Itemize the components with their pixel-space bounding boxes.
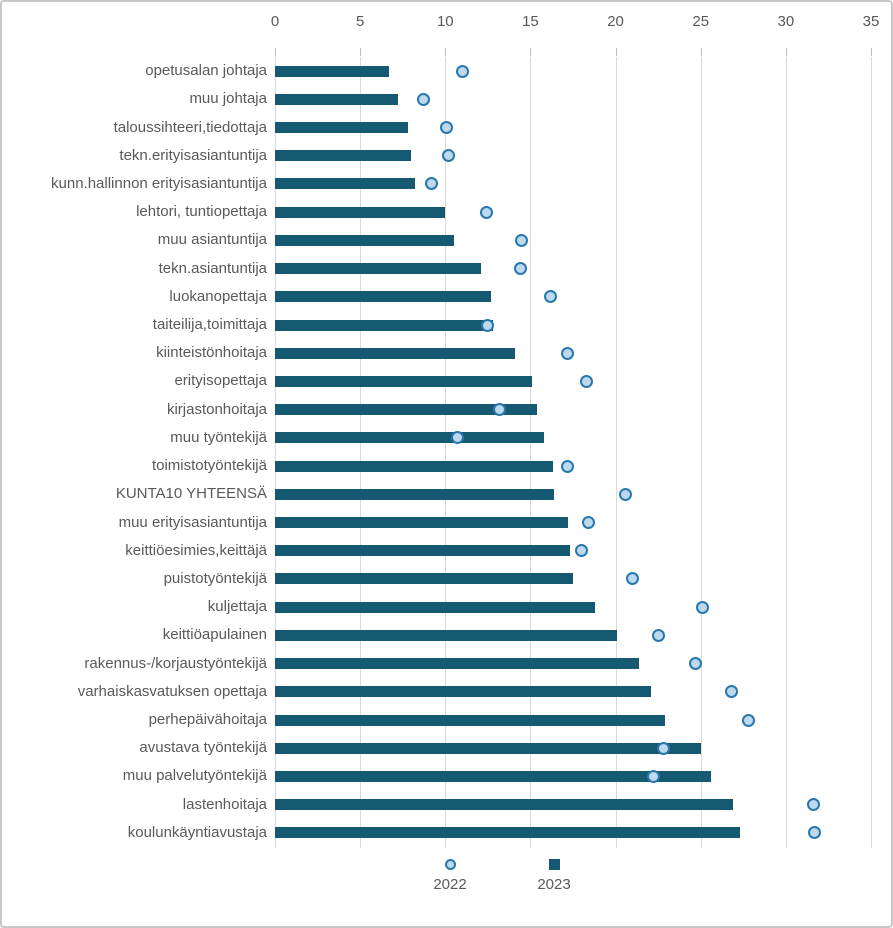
marker-2022 — [440, 121, 453, 134]
category-label: keittiöapulainen — [162, 626, 267, 644]
x-axis-tick-label: 30 — [777, 13, 795, 30]
category-label: keittiöesimies,keittäjä — [125, 541, 267, 559]
marker-2022 — [808, 826, 821, 839]
category-label: muu johtaja — [189, 90, 267, 108]
bar-2023 — [275, 771, 711, 782]
marker-2022 — [561, 460, 574, 473]
bar-2023 — [275, 94, 398, 105]
marker-2022 — [580, 375, 593, 388]
category-label: lehtori, tuntiopettaja — [136, 203, 267, 221]
bar-2023 — [275, 686, 651, 697]
category-label: kunn.hallinnon erityisasiantuntija — [51, 174, 267, 192]
gridline — [701, 57, 702, 848]
category-label: tekn.asiantuntija — [158, 259, 267, 277]
x-axis-tick-label: 10 — [436, 13, 454, 30]
category-label: rakennus-/korjaustyöntekijä — [84, 654, 267, 672]
bar-2023 — [275, 320, 493, 331]
x-axis-tick-mark — [445, 48, 446, 56]
x-axis-tick-mark — [871, 48, 872, 56]
x-axis-tick-label: 0 — [270, 13, 280, 30]
bar-2023 — [275, 827, 740, 838]
marker-2022 — [442, 149, 455, 162]
x-axis-tick-mark — [786, 48, 787, 56]
marker-2022 — [575, 544, 588, 557]
bar-2023 — [275, 122, 408, 133]
bar-2023 — [275, 376, 532, 387]
legend-circle-marker-icon — [445, 859, 456, 870]
category-label: muu työntekijä — [170, 428, 267, 446]
category-label: avustava työntekijä — [139, 739, 267, 757]
marker-2022 — [652, 629, 665, 642]
gridline — [275, 57, 276, 848]
gridline — [871, 57, 872, 848]
marker-2022 — [647, 770, 660, 783]
gridline — [616, 57, 617, 848]
x-axis-tick-mark — [616, 48, 617, 56]
category-label: muu erityisasiantuntija — [118, 513, 267, 531]
category-label: varhaiskasvatuksen opettaja — [77, 682, 267, 700]
bar-2023 — [275, 517, 568, 528]
legend-label-2023: 2023 — [537, 876, 571, 893]
marker-2022 — [619, 488, 632, 501]
bar-2023 — [275, 489, 554, 500]
bar-2023 — [275, 207, 445, 218]
bar-2023 — [275, 630, 617, 641]
category-label: erityisopettaja — [174, 372, 267, 390]
marker-2022 — [514, 262, 527, 275]
marker-2022 — [480, 206, 493, 219]
category-label: tekn.erityisasiantuntija — [119, 146, 267, 164]
marker-2022 — [582, 516, 595, 529]
category-label: taiteilija,toimittaja — [152, 316, 267, 334]
legend-square-marker-icon — [549, 859, 560, 870]
x-axis-tick-mark — [275, 48, 276, 56]
x-axis-tick-mark — [701, 48, 702, 56]
legend-label-2022: 2022 — [433, 876, 467, 893]
bar-2023 — [275, 799, 733, 810]
gridline — [360, 57, 361, 848]
marker-2022 — [561, 347, 574, 360]
marker-2022 — [515, 234, 528, 247]
bar-2023 — [275, 291, 491, 302]
category-label: puistotyöntekijä — [163, 569, 267, 587]
x-axis-tick-label: 5 — [355, 13, 365, 30]
bar-2023 — [275, 150, 411, 161]
gridline — [786, 57, 787, 848]
bar-2023 — [275, 461, 553, 472]
category-label: opetusalan johtaja — [145, 62, 267, 80]
bar-2023 — [275, 263, 481, 274]
bar-2023 — [275, 348, 515, 359]
bar-2023 — [275, 658, 639, 669]
bar-2023 — [275, 545, 570, 556]
marker-2022 — [657, 742, 670, 755]
category-label: kiinteistönhoitaja — [156, 344, 267, 362]
marker-2022 — [725, 685, 738, 698]
category-label: taloussihteeri,tiedottaja — [113, 118, 267, 136]
gridline — [445, 57, 446, 848]
marker-2022 — [481, 319, 494, 332]
x-axis-tick-mark — [360, 48, 361, 56]
legend-item-2022 — [405, 859, 495, 893]
category-label: kuljettaja — [207, 598, 267, 616]
category-label: muu palvelutyöntekijä — [122, 767, 267, 785]
legend-item-2023 — [509, 859, 599, 893]
marker-2022 — [626, 572, 639, 585]
category-label: muu asiantuntija — [157, 231, 267, 249]
x-axis-tick-mark — [530, 48, 531, 56]
category-label: kirjastonhoitaja — [166, 400, 267, 418]
category-label: KUNTA10 YHTEENSÄ — [115, 485, 267, 503]
bar-2023 — [275, 573, 573, 584]
marker-2022 — [807, 798, 820, 811]
gridline — [530, 57, 531, 848]
bar-2023 — [275, 66, 389, 77]
x-axis-tick-label: 35 — [862, 13, 880, 30]
marker-2022 — [742, 714, 755, 727]
category-label: lastenhoitaja — [182, 795, 267, 813]
marker-2022 — [456, 65, 469, 78]
category-label: toimistotyöntekijä — [151, 457, 267, 475]
category-label: koulunkäyntiavustaja — [127, 823, 267, 841]
bar-2023 — [275, 715, 665, 726]
category-label: luokanopettaja — [169, 287, 267, 305]
legend — [405, 859, 599, 893]
category-label: perhepäivähoitaja — [148, 711, 267, 729]
bar-2023 — [275, 743, 701, 754]
x-axis-tick-label: 15 — [522, 13, 539, 30]
x-axis-tick-label: 25 — [692, 13, 710, 30]
marker-2022 — [696, 601, 709, 614]
bar-2023 — [275, 235, 454, 246]
marker-2022 — [417, 93, 430, 106]
bar-2023 — [275, 432, 544, 443]
bar-2023 — [275, 178, 415, 189]
x-axis-tick-label: 20 — [607, 13, 624, 30]
marker-2022 — [425, 177, 438, 190]
marker-2022 — [544, 290, 557, 303]
bar-2023 — [275, 602, 595, 613]
